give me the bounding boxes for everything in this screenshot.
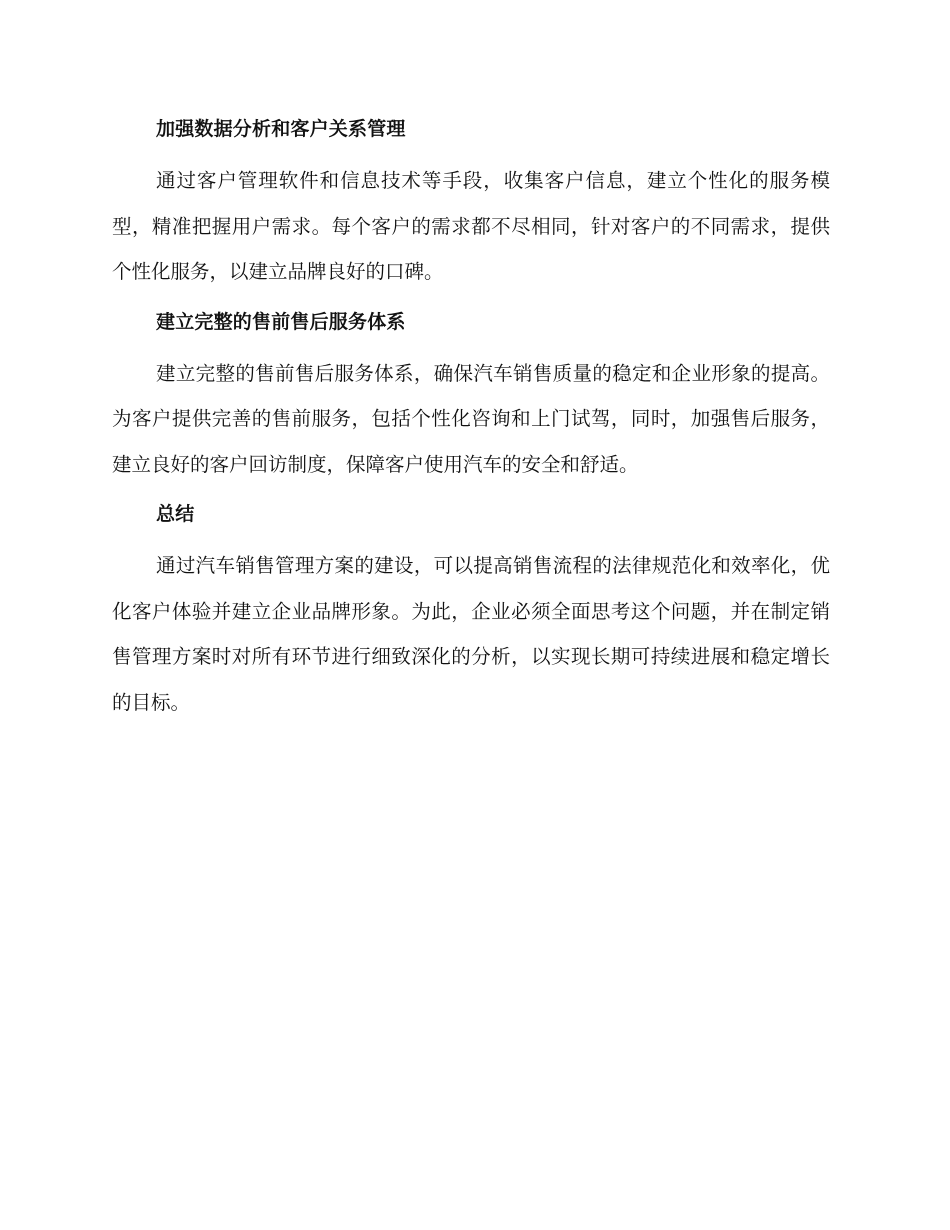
section-summary bbox=[112, 497, 830, 725]
section-heading: 建立完整的售前售后服务体系 bbox=[156, 310, 406, 333]
section-crm bbox=[112, 112, 830, 295]
document-page bbox=[112, 112, 830, 735]
section-paragraph: 通过客户管理软件和信息技术等手段，收集客户信息，建立个性化的服务模型，精准把握用户需求。每个客户的需求都不尽相同，针对客户的不同需求，提供个性化服务，以建立品牌良好的口碑。 bbox=[112, 169, 830, 283]
section-service-system bbox=[112, 305, 830, 488]
section-heading: 加强数据分析和客户关系管理 bbox=[156, 118, 406, 140]
section-heading: 总结 bbox=[156, 503, 195, 525]
section-paragraph: 通过汽车销售管理方案的建设，可以提高销售流程的法律规范化和效率化，优化客户体验并建立企业品牌形象。为此，企业必须全面思考这个问题，并在制定销售管理方案时对所有环节进行细致深化的分析，以实现长期可持续进展和稳定增长的目标。 bbox=[112, 554, 830, 714]
section-paragraph: 建立完整的售前售后服务体系，确保汽车销售质量的稳定和企业形象的提高。为客户提供完善的售前服务，包括个性化咨询和上门试驾，同时，加强售后服务，建立良好的客户回访制度，保障客户使用汽车的安全和舒适。 bbox=[112, 361, 830, 476]
